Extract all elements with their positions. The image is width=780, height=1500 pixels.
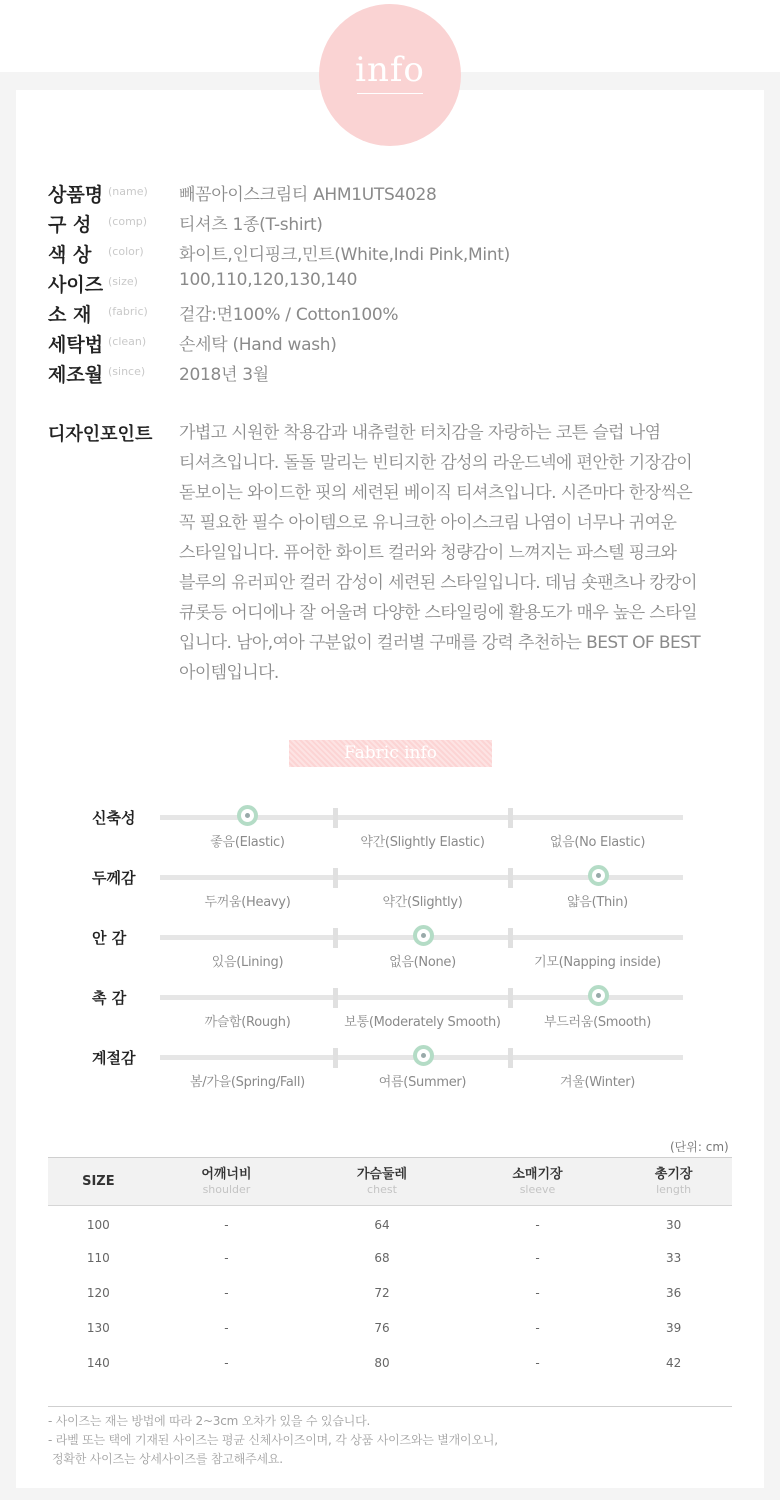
table-cell: -: [224, 1321, 229, 1335]
fabric-scale-tick: [508, 808, 513, 828]
header-en: sleeve: [519, 1182, 556, 1196]
design-point-label: 디자인포인트: [48, 424, 153, 445]
table-cell: 36: [665, 1286, 682, 1300]
fabric-scale-tick: [333, 928, 338, 948]
size-table-header: [48, 1158, 732, 1206]
fabric-option-label: 두꺼움(Heavy): [204, 895, 291, 910]
table-cell: 39: [665, 1321, 682, 1335]
design-point-line: 블루의 유러피안 컬러 감성이 세련된 스타일입니다. 데님 숏팬츠나 캉캉이: [179, 573, 697, 593]
info-badge-text: info: [355, 50, 425, 90]
fabric-scale-tick: [333, 988, 338, 1008]
table-row: [48, 1276, 732, 1311]
header-ko: 총기장: [654, 1166, 693, 1182]
fabric-row-label: 촉 감: [92, 989, 127, 1007]
design-point-line: 아이템입니다.: [179, 663, 279, 683]
table-cell: 30: [665, 1218, 682, 1233]
table-cell: 120: [86, 1286, 110, 1300]
table-cell: -: [535, 1356, 540, 1370]
info-value: 100,110,120,130,140: [179, 270, 358, 290]
info-label: 색 상: [48, 244, 92, 266]
fabric-row-label: 안 감: [92, 929, 127, 947]
fabric-option-label: 약간(Slightly Elastic): [360, 835, 485, 850]
design-point-line: 스타일입니다. 퓨어한 화이트 컬러와 청량감이 느껴지는 파스텔 핑크와: [179, 543, 677, 563]
size-table-header-cell: [149, 1158, 305, 1206]
fabric-option-label: 약간(Slightly): [382, 895, 463, 910]
header-en: length: [656, 1182, 692, 1196]
info-label: 소 재: [48, 304, 92, 326]
fabric-selected-marker: [237, 805, 258, 826]
size-table-header-cell: [615, 1158, 732, 1206]
table-cell: -: [224, 1251, 229, 1265]
info-label: 상품명: [48, 184, 104, 206]
info-row: [48, 180, 748, 210]
note-3: 정확한 사이즈는 상세사이즈를 참고해주세요.: [52, 1452, 283, 1466]
info-value: 겉감:면100% / Cotton100%: [179, 305, 399, 325]
fabric-scale-tick: [333, 808, 338, 828]
header-ko: 가슴둘레: [356, 1166, 408, 1182]
table-cell: 76: [374, 1321, 390, 1335]
info-row: [48, 270, 748, 300]
info-value: 2018년 3월: [179, 365, 269, 385]
fabric-option-label: 겨울(Winter): [559, 1075, 636, 1090]
fabric-row-label: 계절감: [92, 1049, 136, 1067]
info-row: [48, 330, 748, 360]
note-2: - 라벨 또는 택에 기재된 사이즈는 평균 신체사이즈이며, 각 상품 사이즈와는 별개이오니,: [48, 1433, 498, 1447]
design-point-line: 돋보이는 와이드한 핏의 세련된 베이직 티셔츠입니다. 시즌마다 한장씩은: [179, 483, 693, 503]
header-en: chest: [367, 1182, 397, 1196]
info-row: [48, 210, 748, 240]
design-point-line: 큐롯등 어디에나 잘 어울려 다양한 스타일링에 활용도가 매우 높은 스타일: [179, 603, 697, 623]
table-cell: -: [535, 1286, 540, 1300]
table-cell: -: [224, 1218, 229, 1233]
table-cell: 72: [374, 1286, 390, 1300]
fabric-option-label: 없음(No Elastic): [549, 835, 646, 850]
size-table: [48, 1157, 732, 1381]
size-table-header-cell: [460, 1158, 616, 1206]
info-label: 구 성: [48, 214, 92, 236]
fabric-option-label: 부드러움(Smooth): [544, 1015, 651, 1030]
table-cell: 100: [86, 1218, 110, 1233]
fabric-info-title: Fabric info: [289, 740, 492, 767]
fabric-scale-tick: [508, 1048, 513, 1068]
fabric-row-label: 신축성: [92, 809, 136, 827]
fabric-scale-tick: [508, 868, 513, 888]
fabric-selected-marker: [413, 925, 434, 946]
fabric-option-label: 없음(None): [389, 955, 456, 970]
size-table-header-cell: [304, 1158, 460, 1206]
table-cell: 80: [374, 1356, 390, 1370]
fabric-row: [0, 1049, 780, 1117]
fabric-option-label: 여름(Summer): [378, 1075, 467, 1090]
table-cell: -: [535, 1251, 540, 1265]
table-cell: -: [224, 1356, 229, 1370]
header-ko: 어깨너비: [201, 1166, 252, 1182]
info-sublabel: (color): [108, 245, 144, 258]
fabric-scale-tick: [508, 988, 513, 1008]
table-cell: 140: [86, 1356, 110, 1370]
fabric-option-label: 까슬함(Rough): [204, 1015, 291, 1030]
table-cell: 68: [374, 1251, 390, 1265]
size-table-header-cell: [48, 1158, 149, 1206]
fabric-option-label: 봄/가을(Spring/Fall): [190, 1075, 305, 1090]
info-sublabel: (size): [108, 275, 138, 288]
info-sublabel: (name): [108, 185, 148, 198]
table-cell: -: [224, 1286, 229, 1300]
fabric-row-label: 두께감: [92, 869, 136, 887]
info-row: [48, 360, 748, 390]
table-row: [48, 1206, 732, 1241]
table-row: [48, 1311, 732, 1346]
table-cell: 130: [86, 1321, 110, 1335]
info-label: 세탁법: [48, 334, 104, 356]
size-unit: (단위: cm): [670, 1140, 729, 1154]
info-sublabel: (fabric): [108, 305, 148, 318]
fabric-option-label: 얇음(Thin): [567, 895, 628, 910]
table-cell: 64: [374, 1218, 390, 1233]
table-cell: -: [535, 1218, 540, 1233]
fabric-option-label: 있음(Lining): [211, 955, 284, 970]
header-en: shoulder: [202, 1182, 251, 1196]
info-badge-underline: [357, 93, 423, 94]
info-value: 화이트,인디핑크,민트(White,Indi Pink,Mint): [179, 245, 510, 265]
fabric-selected-marker: [588, 865, 609, 886]
note-1: - 사이즈는 재는 방법에 따라 2~3cm 오차가 있을 수 있습니다.: [48, 1414, 371, 1428]
header-ko: SIZE: [82, 1174, 115, 1189]
fabric-scale-tick: [508, 928, 513, 948]
info-value: 빼꼼아이스크림티 AHM1UTS4028: [179, 185, 437, 205]
info-label: 제조월: [48, 364, 104, 386]
table-cell: 42: [665, 1356, 682, 1370]
table-cell: 110: [86, 1251, 110, 1265]
table-row: [48, 1241, 732, 1276]
info-sublabel: (since): [108, 365, 146, 378]
fabric-option-label: 좋음(Elastic): [210, 835, 285, 850]
fabric-selected-marker: [413, 1045, 434, 1066]
info-row: [48, 300, 748, 330]
fabric-option-label: 기모(Napping inside): [534, 955, 661, 970]
info-row: [48, 240, 748, 270]
table-row: [48, 1346, 732, 1381]
design-point-text: [179, 418, 769, 688]
design-point-line: 가볍고 시원한 착용감과 내츄럴한 터치감을 자랑하는 코튼 슬럽 나염: [179, 423, 661, 443]
notes-divider: [48, 1406, 732, 1407]
info-value: 손세탁 (Hand wash): [179, 335, 337, 355]
info-value: 티셔츠 1종(T-shirt): [179, 215, 323, 235]
fabric-selected-marker: [588, 985, 609, 1006]
info-badge: [319, 4, 461, 146]
design-point-line: 꼭 필요한 필수 아이템으로 유니크한 아이스크림 나염이 너무나 귀여운: [179, 513, 677, 533]
info-label: 사이즈: [48, 274, 104, 296]
design-point-line: 티셔츠입니다. 돌돌 말리는 빈티지한 감성의 라운드넥에 편안한 기장감이: [179, 453, 693, 473]
table-cell: 33: [665, 1251, 682, 1265]
info-sublabel: (clean): [108, 335, 147, 348]
fabric-option-label: 보통(Moderately Smooth): [344, 1015, 501, 1030]
fabric-scale-tick: [333, 868, 338, 888]
fabric-scale-tick: [333, 1048, 338, 1068]
info-sublabel: (comp): [108, 215, 148, 228]
header-ko: 소매기장: [512, 1166, 563, 1182]
table-cell: -: [535, 1321, 540, 1335]
design-point-line: 입니다. 남아,여아 구분없이 컬러별 구매를 강력 추천하는 BEST OF BEST: [179, 633, 701, 653]
